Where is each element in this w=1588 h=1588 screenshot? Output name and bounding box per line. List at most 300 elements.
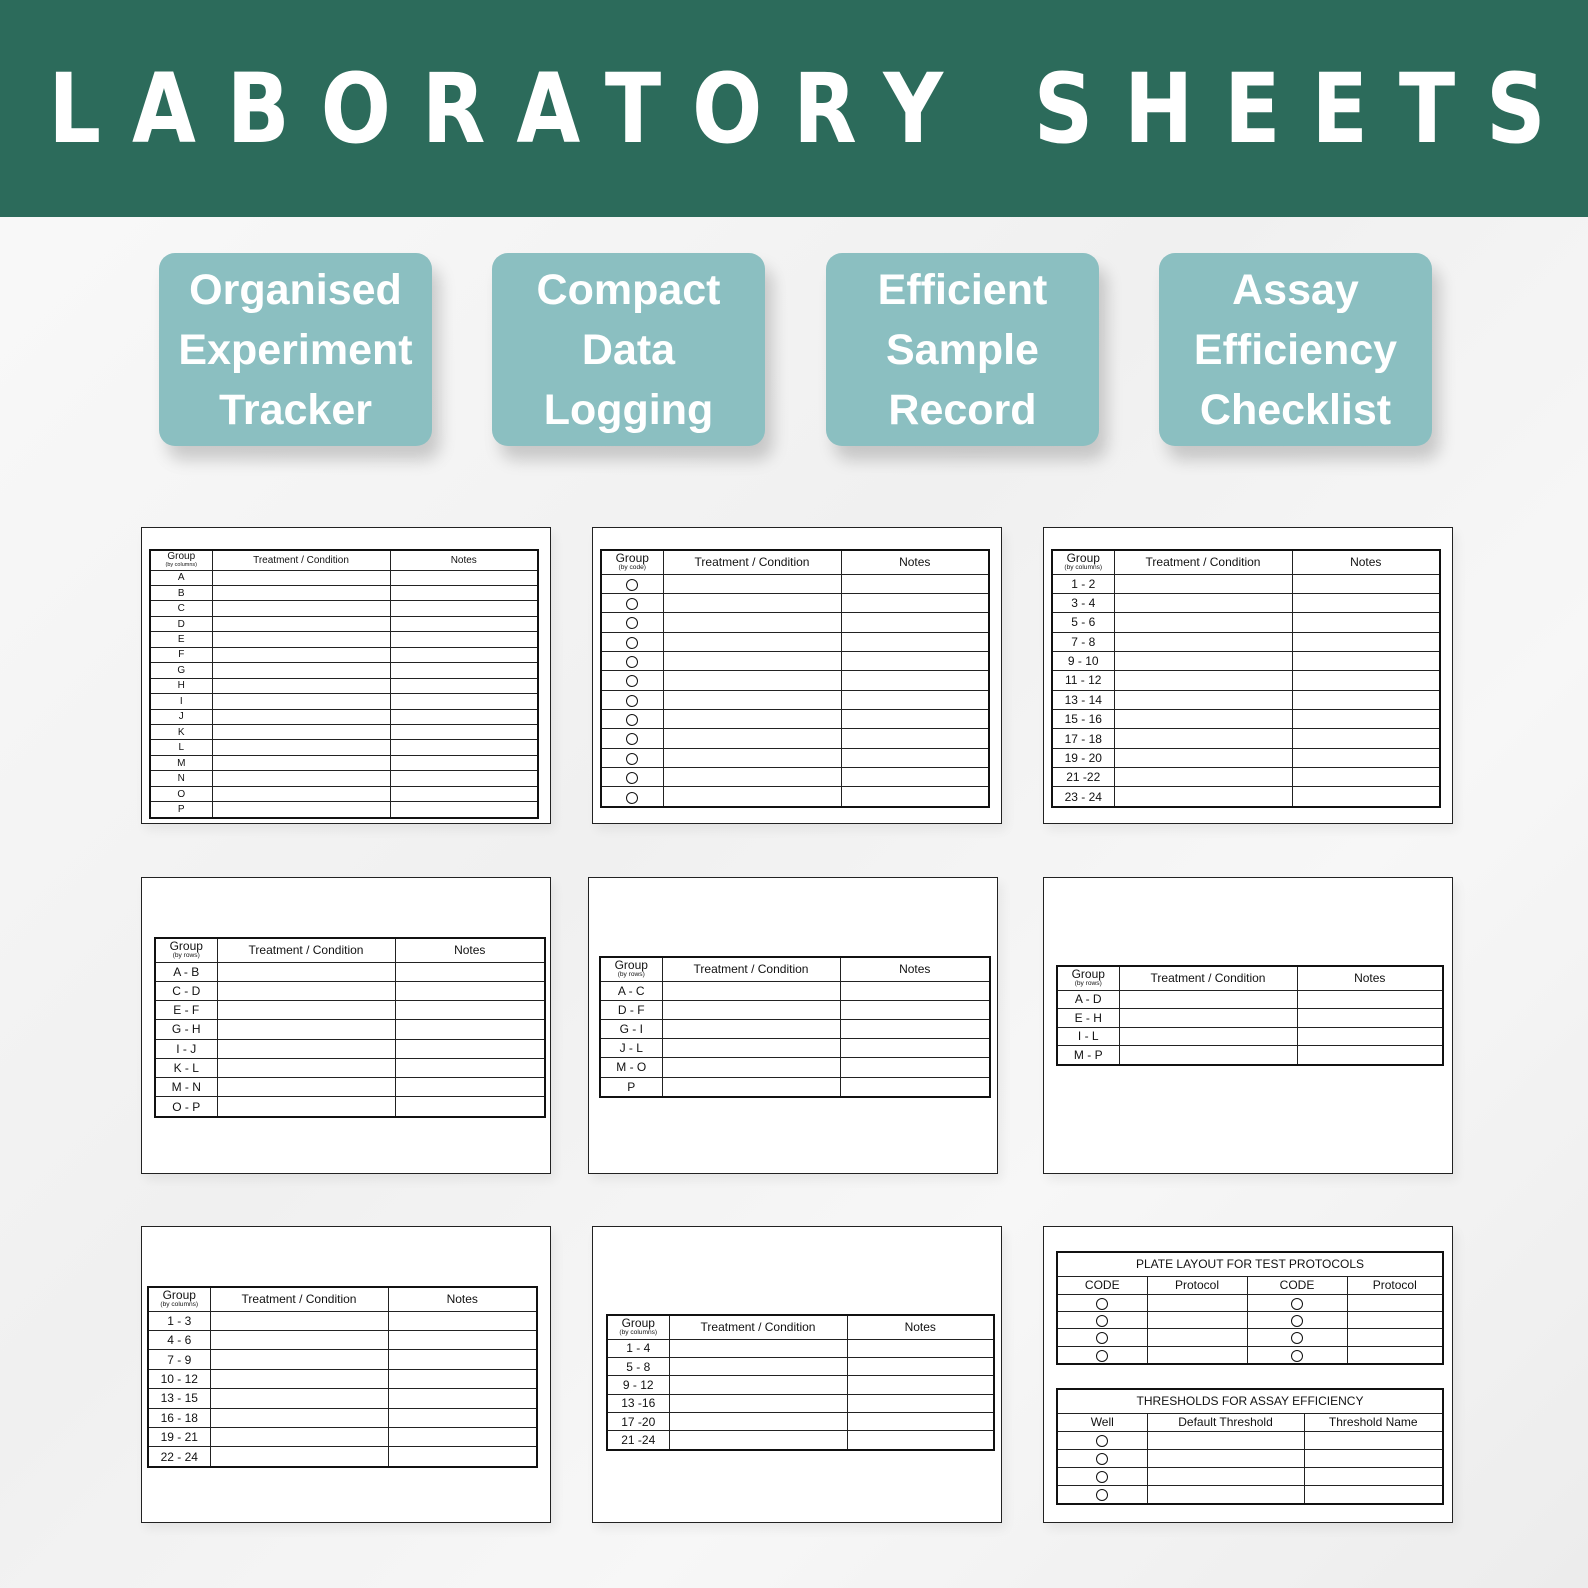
code-cell[interactable] <box>1247 1346 1347 1364</box>
treatment-cell[interactable] <box>1114 748 1292 767</box>
treatment-cell[interactable] <box>212 678 390 693</box>
thresholds-title-row <box>1057 1389 1443 1413</box>
treatment-cell[interactable] <box>212 601 390 616</box>
group-cell: 1 - 2 <box>1052 574 1114 593</box>
group-cell: A - D <box>1057 990 1119 1009</box>
treatment-cell[interactable] <box>1114 593 1292 612</box>
circle-checkbox-icon[interactable] <box>626 579 638 591</box>
thresholds-column-header: Default Threshold <box>1147 1413 1304 1431</box>
treatment-cell[interactable] <box>663 632 841 651</box>
circle-checkbox-icon[interactable] <box>626 792 638 804</box>
notes-cell[interactable] <box>1292 613 1440 632</box>
plate-header-row <box>1057 1276 1443 1294</box>
treatment-cell[interactable] <box>212 663 390 678</box>
treatment-cell[interactable] <box>663 710 841 729</box>
treatment-cell[interactable] <box>662 1058 840 1077</box>
notes-cell[interactable] <box>395 1078 545 1097</box>
group-label: Group <box>1071 967 1105 982</box>
treatment-cell[interactable] <box>669 1431 847 1450</box>
group-cell <box>601 690 663 709</box>
circle-checkbox-icon[interactable] <box>1096 1332 1108 1344</box>
code-cell[interactable] <box>1247 1294 1347 1311</box>
group-cell: M - P <box>1057 1046 1119 1065</box>
notes-cell[interactable] <box>841 574 989 593</box>
notes-cell[interactable] <box>840 1000 990 1019</box>
treatment-cell[interactable] <box>210 1369 388 1388</box>
code-cell[interactable] <box>1057 1346 1147 1364</box>
table-row <box>601 710 989 729</box>
treatment-cell[interactable] <box>210 1330 388 1349</box>
treatment-cell[interactable] <box>663 748 841 767</box>
group-cell: A <box>150 570 212 585</box>
protocol-cell[interactable] <box>1147 1346 1247 1364</box>
notes-cell[interactable] <box>390 647 538 662</box>
treatment-cell[interactable] <box>212 802 390 818</box>
treatment-cell[interactable] <box>1114 651 1292 670</box>
notes-cell[interactable] <box>841 671 989 690</box>
notes-cell[interactable] <box>1297 990 1443 1009</box>
group-sub-label: (by code) <box>618 564 646 572</box>
circle-checkbox-icon[interactable] <box>1096 1471 1108 1483</box>
notes-cell[interactable] <box>847 1413 994 1431</box>
default-threshold-cell[interactable] <box>1147 1431 1304 1449</box>
plate-layout-table <box>1056 1251 1444 1365</box>
treatment-cell[interactable] <box>663 729 841 748</box>
treatment-cell[interactable] <box>212 616 390 631</box>
threshold-name-cell[interactable] <box>1304 1431 1443 1449</box>
code-cell[interactable] <box>1247 1311 1347 1328</box>
sheet-preview-by-rows-triples <box>588 877 998 1174</box>
group-cell: P <box>150 802 212 818</box>
table-row <box>601 748 989 767</box>
group-header <box>150 550 212 570</box>
notes-cell[interactable] <box>841 710 989 729</box>
circle-checkbox-icon[interactable] <box>1291 1332 1303 1344</box>
sheet-preview-by-columns-single <box>141 527 551 824</box>
table-row <box>1057 1046 1443 1065</box>
notes-cell[interactable] <box>1297 1046 1443 1065</box>
treatment-cell[interactable] <box>1114 729 1292 748</box>
notes-cell[interactable] <box>1292 632 1440 651</box>
treatment-cell[interactable] <box>1114 768 1292 787</box>
treatment-cell[interactable] <box>212 709 390 724</box>
notes-cell[interactable] <box>847 1339 994 1357</box>
treatment-cell[interactable] <box>217 962 395 981</box>
table-row <box>148 1447 537 1467</box>
notes-cell[interactable] <box>390 694 538 709</box>
table-row <box>155 981 545 1000</box>
treatment-cell[interactable] <box>212 771 390 786</box>
threshold-name-cell[interactable] <box>1304 1467 1443 1485</box>
table-row <box>601 671 989 690</box>
group-cell: 17 - 18 <box>1052 729 1114 748</box>
group-sub-label: (by columns) <box>160 1301 199 1309</box>
notes-cell[interactable] <box>1292 748 1440 767</box>
circle-checkbox-icon[interactable] <box>1291 1350 1303 1362</box>
notes-cell[interactable] <box>390 616 538 631</box>
header-row <box>607 1315 994 1339</box>
notes-cell[interactable] <box>388 1389 537 1408</box>
table-row <box>601 729 989 748</box>
table-row <box>1052 593 1440 612</box>
notes-cell[interactable] <box>1292 729 1440 748</box>
header-row <box>148 1287 537 1311</box>
table-row <box>1057 1346 1443 1364</box>
treatment-cell[interactable] <box>662 1000 840 1019</box>
treatment-cell[interactable] <box>1114 613 1292 632</box>
notes-cell[interactable] <box>1292 787 1440 807</box>
notes-cell[interactable] <box>390 585 538 600</box>
table-row <box>150 632 538 647</box>
group-cell <box>601 671 663 690</box>
group-cell: E - F <box>155 1001 217 1020</box>
notes-cell[interactable] <box>1297 1027 1443 1046</box>
circle-checkbox-icon[interactable] <box>626 695 638 707</box>
treatment-cell[interactable] <box>1114 690 1292 709</box>
group-cell: I - J <box>155 1039 217 1058</box>
treatment-cell[interactable] <box>210 1389 388 1408</box>
treatment-cell[interactable] <box>669 1357 847 1375</box>
circle-checkbox-icon[interactable] <box>626 656 638 668</box>
treatment-cell[interactable] <box>1119 990 1297 1009</box>
treatment-cell[interactable] <box>662 1039 840 1058</box>
notes-cell[interactable] <box>1292 593 1440 612</box>
group-cell: A - B <box>155 962 217 981</box>
notes-cell[interactable] <box>388 1408 537 1427</box>
group-cell: K - L <box>155 1058 217 1077</box>
circle-checkbox-icon[interactable] <box>1096 1489 1108 1501</box>
group-cell: 1 - 4 <box>607 1339 669 1357</box>
notes-cell[interactable] <box>847 1376 994 1394</box>
treatment-cell[interactable] <box>663 768 841 787</box>
treatment-cell[interactable] <box>669 1376 847 1394</box>
protocol-cell[interactable] <box>1147 1294 1247 1311</box>
circle-checkbox-icon[interactable] <box>1291 1315 1303 1327</box>
circle-checkbox-icon[interactable] <box>626 733 638 745</box>
treatment-cell[interactable] <box>212 755 390 770</box>
table-row <box>1057 1431 1443 1449</box>
treatment-cell[interactable] <box>1119 1009 1297 1028</box>
treatment-cell[interactable] <box>217 1020 395 1039</box>
group-cell: 9 - 12 <box>607 1376 669 1394</box>
treatment-cell[interactable] <box>217 1039 395 1058</box>
circle-checkbox-icon[interactable] <box>1096 1315 1108 1327</box>
treatment-cell[interactable] <box>210 1447 388 1467</box>
notes-cell[interactable] <box>840 1058 990 1077</box>
sheet-table <box>600 549 990 808</box>
notes-cell[interactable] <box>847 1431 994 1450</box>
treatment-header: Treatment / Condition <box>669 1315 847 1339</box>
treatment-cell[interactable] <box>1114 632 1292 651</box>
notes-cell[interactable] <box>1292 710 1440 729</box>
notes-cell[interactable] <box>1292 574 1440 593</box>
notes-cell[interactable] <box>395 962 545 981</box>
group-cell <box>601 651 663 670</box>
group-cell: 9 - 10 <box>1052 651 1114 670</box>
notes-cell[interactable] <box>1297 1009 1443 1028</box>
circle-checkbox-icon[interactable] <box>1096 1298 1108 1310</box>
treatment-cell[interactable] <box>210 1408 388 1427</box>
circle-checkbox-icon[interactable] <box>1291 1298 1303 1310</box>
treatment-cell[interactable] <box>1114 574 1292 593</box>
table-row <box>1052 748 1440 767</box>
notes-cell[interactable] <box>395 981 545 1000</box>
group-cell: 7 - 9 <box>148 1350 210 1369</box>
notes-cell[interactable] <box>840 981 990 1000</box>
notes-cell[interactable] <box>840 1077 990 1097</box>
treatment-cell[interactable] <box>217 981 395 1000</box>
notes-cell[interactable] <box>390 786 538 801</box>
treatment-cell[interactable] <box>212 786 390 801</box>
notes-cell[interactable] <box>388 1330 537 1349</box>
group-cell <box>601 768 663 787</box>
treatment-cell[interactable] <box>1119 1027 1297 1046</box>
notes-cell[interactable] <box>841 613 989 632</box>
group-cell: 11 - 12 <box>1052 671 1114 690</box>
treatment-cell[interactable] <box>210 1427 388 1446</box>
table-row <box>607 1376 994 1394</box>
group-sub-label: (by rows) <box>172 952 200 960</box>
header-banner <box>0 0 1588 217</box>
notes-cell[interactable] <box>841 787 989 807</box>
group-cell <box>601 593 663 612</box>
group-cell: E - H <box>1057 1009 1119 1028</box>
protocol-cell[interactable] <box>1347 1329 1443 1346</box>
group-cell: G <box>150 663 212 678</box>
table-row <box>601 574 989 593</box>
default-threshold-cell[interactable] <box>1147 1449 1304 1467</box>
notes-cell[interactable] <box>390 570 538 585</box>
treatment-cell[interactable] <box>669 1394 847 1412</box>
feature-badge-experiment-tracker <box>159 253 432 446</box>
code-cell[interactable] <box>1057 1311 1147 1328</box>
notes-cell[interactable] <box>388 1350 537 1369</box>
protocol-cell[interactable] <box>1347 1346 1443 1364</box>
notes-cell[interactable] <box>840 1039 990 1058</box>
notes-cell[interactable] <box>1292 671 1440 690</box>
notes-cell[interactable] <box>395 1058 545 1077</box>
group-cell: P <box>600 1077 662 1097</box>
group-cell: 23 - 24 <box>1052 787 1114 807</box>
group-label: Group <box>167 551 196 562</box>
notes-cell[interactable] <box>841 690 989 709</box>
circle-checkbox-icon[interactable] <box>626 598 638 610</box>
circle-checkbox-icon[interactable] <box>626 637 638 649</box>
notes-cell[interactable] <box>390 725 538 740</box>
threshold-name-cell[interactable] <box>1304 1449 1443 1467</box>
treatment-cell[interactable] <box>212 585 390 600</box>
group-cell: 4 - 6 <box>148 1330 210 1349</box>
notes-cell[interactable] <box>841 651 989 670</box>
notes-cell[interactable] <box>841 729 989 748</box>
treatment-header: Treatment / Condition <box>212 550 390 570</box>
notes-cell[interactable] <box>1292 690 1440 709</box>
notes-cell[interactable] <box>847 1394 994 1412</box>
group-header <box>1057 966 1119 990</box>
thresholds-column-header: Well <box>1057 1413 1147 1431</box>
group-cell: 13 -16 <box>607 1394 669 1412</box>
sheet-table <box>606 1314 995 1451</box>
circle-checkbox-icon[interactable] <box>626 772 638 784</box>
treatment-cell[interactable] <box>663 613 841 632</box>
treatment-cell[interactable] <box>212 694 390 709</box>
notes-cell[interactable] <box>388 1311 537 1330</box>
default-threshold-cell[interactable] <box>1147 1485 1304 1504</box>
table-row <box>600 1039 990 1058</box>
group-cell: 21 -24 <box>607 1431 669 1450</box>
treatment-header: Treatment / Condition <box>663 550 841 574</box>
treatment-cell[interactable] <box>663 690 841 709</box>
notes-cell[interactable] <box>1292 768 1440 787</box>
treatment-cell[interactable] <box>662 1019 840 1038</box>
treatment-cell[interactable] <box>217 1078 395 1097</box>
group-header <box>155 938 217 962</box>
notes-cell[interactable] <box>390 678 538 693</box>
table-row <box>155 1078 545 1097</box>
notes-cell[interactable] <box>390 601 538 616</box>
feature-badge-data-logging <box>492 253 765 446</box>
well-cell[interactable] <box>1057 1467 1147 1485</box>
notes-header: Notes <box>847 1315 994 1339</box>
notes-cell[interactable] <box>390 755 538 770</box>
treatment-cell[interactable] <box>212 740 390 755</box>
protocol-cell[interactable] <box>1147 1311 1247 1328</box>
circle-checkbox-icon[interactable] <box>626 753 638 765</box>
header-row <box>1052 550 1440 574</box>
notes-cell[interactable] <box>388 1369 537 1388</box>
notes-cell[interactable] <box>390 663 538 678</box>
treatment-cell[interactable] <box>1119 1046 1297 1065</box>
treatment-cell[interactable] <box>662 981 840 1000</box>
notes-cell[interactable] <box>390 709 538 724</box>
group-sub-label: (by columns) <box>165 562 197 568</box>
table-row <box>1057 1311 1443 1328</box>
notes-cell[interactable] <box>841 748 989 767</box>
group-cell: J - L <box>600 1039 662 1058</box>
group-cell: O <box>150 786 212 801</box>
notes-cell[interactable] <box>840 1019 990 1038</box>
circle-checkbox-icon[interactable] <box>1096 1435 1108 1447</box>
treatment-cell[interactable] <box>1114 787 1292 807</box>
sheet-preview-by-columns-pairs <box>1043 527 1453 824</box>
notes-header: Notes <box>395 938 545 962</box>
notes-cell[interactable] <box>390 740 538 755</box>
treatment-cell[interactable] <box>1114 671 1292 690</box>
treatment-cell[interactable] <box>210 1350 388 1369</box>
treatment-cell[interactable] <box>217 1001 395 1020</box>
notes-cell[interactable] <box>390 802 538 818</box>
table-row <box>150 755 538 770</box>
treatment-cell[interactable] <box>663 651 841 670</box>
protocol-cell[interactable] <box>1147 1329 1247 1346</box>
well-cell[interactable] <box>1057 1485 1147 1504</box>
circle-checkbox-icon[interactable] <box>626 675 638 687</box>
sheet-preview-by-columns-quads <box>592 1226 1002 1523</box>
notes-cell[interactable] <box>395 1097 545 1117</box>
default-threshold-cell[interactable] <box>1147 1467 1304 1485</box>
treatment-cell[interactable] <box>212 570 390 585</box>
circle-checkbox-icon[interactable] <box>1096 1350 1108 1362</box>
threshold-name-cell[interactable] <box>1304 1485 1443 1504</box>
notes-cell[interactable] <box>390 632 538 647</box>
treatment-cell[interactable] <box>1114 710 1292 729</box>
notes-cell[interactable] <box>847 1357 994 1375</box>
plate-column-header: CODE <box>1247 1276 1347 1294</box>
group-label: Group <box>169 939 203 954</box>
group-cell: 1 - 3 <box>148 1311 210 1330</box>
plate-layout-title: PLATE LAYOUT FOR TEST PROTOCOLS <box>1057 1252 1443 1276</box>
notes-cell[interactable] <box>395 1001 545 1020</box>
page-title: LABORATORY SHEETS <box>47 52 1577 165</box>
thresholds-column-header: Threshold Name <box>1304 1413 1443 1431</box>
group-sub-label: (by rows) <box>617 971 645 979</box>
notes-cell[interactable] <box>388 1447 537 1467</box>
notes-cell[interactable] <box>1292 651 1440 670</box>
notes-cell[interactable] <box>390 771 538 786</box>
notes-cell[interactable] <box>841 632 989 651</box>
treatment-cell[interactable] <box>663 574 841 593</box>
well-cell[interactable] <box>1057 1431 1147 1449</box>
treatment-cell[interactable] <box>212 725 390 740</box>
treatment-cell[interactable] <box>210 1311 388 1330</box>
group-cell: 7 - 8 <box>1052 632 1114 651</box>
sheet-table <box>149 549 539 819</box>
treatment-cell[interactable] <box>663 671 841 690</box>
well-cell[interactable] <box>1057 1449 1147 1467</box>
group-cell: A - C <box>600 981 662 1000</box>
sheet-preview-by-columns-triples <box>141 1226 551 1523</box>
circle-checkbox-icon[interactable] <box>626 714 638 726</box>
treatment-cell[interactable] <box>663 787 841 807</box>
feature-label: Assay Efficiency Checklist <box>1193 265 1398 434</box>
group-sub-label: (by columns) <box>1064 564 1103 572</box>
treatment-cell[interactable] <box>662 1077 840 1097</box>
table-row <box>601 787 989 807</box>
treatment-cell[interactable] <box>217 1097 395 1117</box>
treatment-cell[interactable] <box>212 632 390 647</box>
treatment-cell[interactable] <box>212 647 390 662</box>
table-row <box>148 1369 537 1388</box>
group-cell: G - H <box>155 1020 217 1039</box>
code-cell[interactable] <box>1057 1329 1147 1346</box>
notes-cell[interactable] <box>395 1020 545 1039</box>
sheet-preview-by-rows-quads <box>1043 877 1453 1174</box>
notes-cell[interactable] <box>841 593 989 612</box>
code-cell[interactable] <box>1057 1294 1147 1311</box>
protocol-cell[interactable] <box>1347 1294 1443 1311</box>
notes-cell[interactable] <box>395 1039 545 1058</box>
group-sub-label: (by rows) <box>1074 980 1102 988</box>
treatment-cell[interactable] <box>217 1058 395 1077</box>
notes-header: Notes <box>388 1287 537 1311</box>
treatment-cell[interactable] <box>669 1413 847 1431</box>
notes-cell[interactable] <box>388 1427 537 1446</box>
circle-checkbox-icon[interactable] <box>1096 1453 1108 1465</box>
table-row <box>155 1020 545 1039</box>
group-cell: O - P <box>155 1097 217 1117</box>
code-cell[interactable] <box>1247 1329 1347 1346</box>
table-row <box>148 1408 537 1427</box>
table-row <box>1052 690 1440 709</box>
circle-checkbox-icon[interactable] <box>626 617 638 629</box>
table-row <box>607 1357 994 1375</box>
notes-cell[interactable] <box>841 768 989 787</box>
protocol-cell[interactable] <box>1347 1311 1443 1328</box>
treatment-cell[interactable] <box>669 1339 847 1357</box>
group-cell: C - D <box>155 981 217 1000</box>
group-cell: B <box>150 585 212 600</box>
treatment-cell[interactable] <box>663 593 841 612</box>
